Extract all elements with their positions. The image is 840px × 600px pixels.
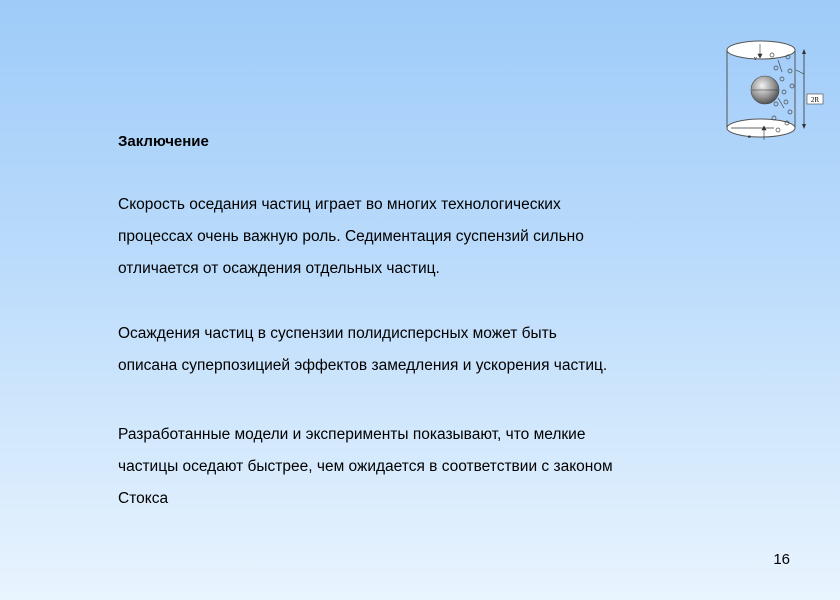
- page-number: 16: [773, 551, 790, 568]
- top-label: v: [754, 56, 757, 62]
- height-label: 2R: [810, 96, 820, 104]
- paragraph-line: Разработанные модели и эксперименты показывают, что мелкие: [118, 426, 586, 443]
- paragraph-line: Стокса: [118, 490, 169, 507]
- paragraph-1: [118, 189, 738, 285]
- paragraph-line: процессах очень важную роль. Седиментация суспензий сильно: [118, 228, 584, 245]
- paragraph-line: Скорость оседания частиц играет во многих технологических: [118, 196, 561, 213]
- sedimentation-cylinder-diagram: [716, 30, 826, 155]
- slide-heading: Заключение: [118, 133, 209, 150]
- height-arrow-top: [802, 49, 806, 54]
- paragraph-3: [118, 419, 738, 515]
- paragraph-line: Осаждения частиц в суспензии полидисперсных может быть: [118, 325, 557, 342]
- paragraph-line: отличается от осаждения отдельных частиц.: [118, 260, 440, 277]
- bottom-label: a: [748, 134, 751, 140]
- height-arrow-bottom: [802, 124, 806, 129]
- cylinder-svg: [716, 30, 826, 155]
- paragraph-line: частицы оседают быстрее, чем ожидается в соответствии с законом: [118, 458, 613, 475]
- paragraph-line: описана суперпозицией эффектов замедления и ускорения частиц.: [118, 357, 608, 374]
- paragraph-2: [118, 318, 738, 382]
